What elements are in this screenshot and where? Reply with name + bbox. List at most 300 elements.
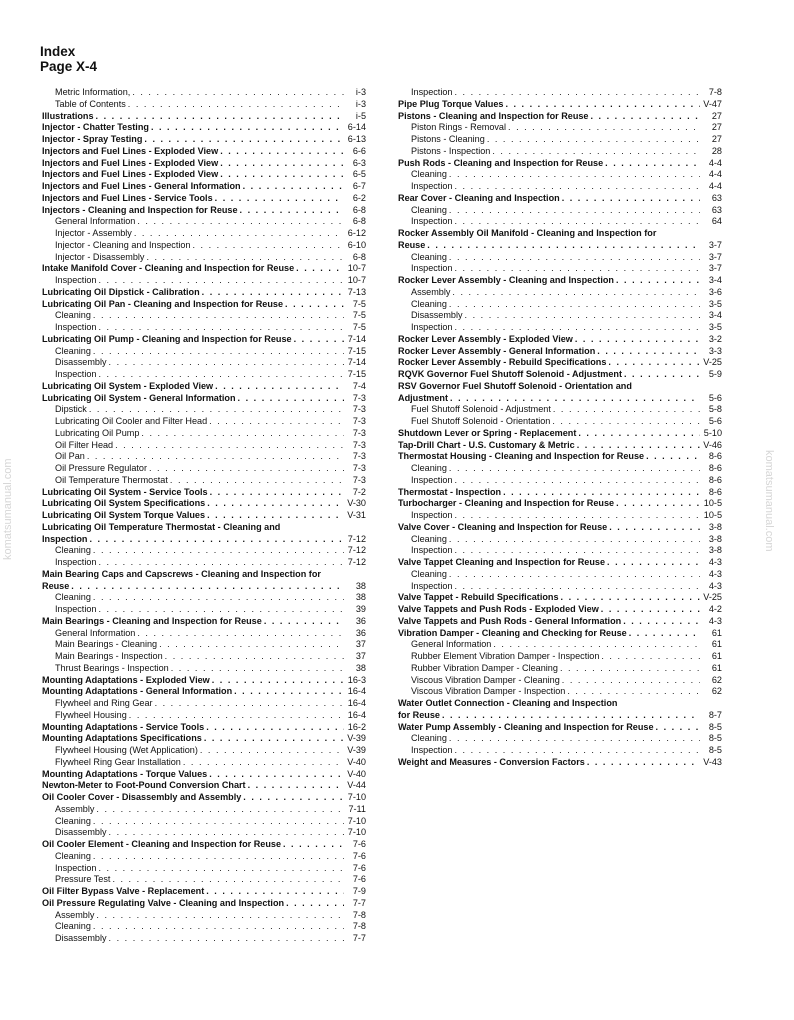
dot-leader — [98, 275, 344, 287]
dot-leader — [577, 440, 700, 452]
entry-title: Inspection — [42, 533, 88, 544]
entry-title: Inspection — [411, 322, 453, 332]
entry-page: 62 — [711, 674, 722, 685]
index-entry — [42, 99, 366, 111]
index-entry — [398, 134, 722, 146]
index-entry — [42, 404, 366, 416]
dot-leader — [248, 780, 344, 792]
dot-leader — [155, 698, 344, 710]
index-entry — [42, 463, 366, 475]
dot-leader — [449, 733, 700, 745]
index-entry — [398, 686, 722, 698]
entry-title: Cleaning — [411, 533, 447, 544]
entry-page: 7-7 — [352, 897, 366, 908]
entry-title: Disassembly — [55, 933, 107, 943]
dot-leader — [450, 393, 700, 405]
dot-leader — [129, 710, 344, 722]
entry-title: RSV Governor Fuel Shutoff Solenoid - Orientation and — [398, 380, 632, 391]
index-entry — [398, 310, 722, 322]
entry-title: Cleaning — [55, 345, 91, 356]
entry-page: V-25 — [703, 592, 722, 603]
index-entry — [42, 592, 366, 604]
entry-page: 7-4 — [352, 380, 366, 391]
entry-title: Inspection — [411, 216, 453, 227]
index-entry — [398, 616, 722, 628]
entry-title: Lubricating Oil System - Service Tools — [42, 486, 208, 497]
entry-title: Fuel Shutoff Solenoid - Orientation — [411, 416, 551, 426]
entry-title: Valve Tappets and Push Rods - General Information — [398, 615, 622, 626]
index-entry — [398, 252, 722, 264]
index-entry — [42, 851, 366, 863]
entry-page: 10-7 — [347, 263, 366, 274]
entry-title: Rear Cover - Cleaning and Inspection — [398, 192, 560, 203]
entry-page: 7-15 — [347, 345, 366, 356]
index-entry — [42, 181, 366, 193]
entry-page: V-44 — [347, 780, 366, 791]
entry-title: Valve Tappet Cleaning and Inspection for Reuse — [398, 557, 606, 567]
index-entry — [398, 428, 722, 440]
dot-leader — [204, 733, 344, 745]
entry-title: Injector - Chatter Testing — [42, 122, 149, 133]
entry-title: Oil Cooler Element - Cleaning and Inspection for Reuse — [42, 839, 281, 849]
entry-title: Disassembly — [411, 310, 463, 321]
entry-title: Intake Manifold Cover - Cleaning and Inspection for Reuse — [42, 263, 295, 274]
index-entry — [42, 369, 366, 381]
dot-leader — [560, 663, 700, 675]
entry-title: Inspection — [411, 745, 453, 755]
index-entry — [42, 205, 366, 217]
dot-leader — [591, 111, 701, 123]
dot-leader — [165, 651, 344, 663]
entry-page: 61 — [711, 639, 722, 650]
index-entry — [398, 169, 722, 181]
index-entry — [42, 874, 366, 886]
index-entry — [398, 463, 722, 475]
entry-title: Injectors and Fuel Lines - Exploded View — [42, 145, 219, 156]
index-entry — [42, 569, 366, 581]
index-entry — [42, 722, 366, 734]
dot-leader — [296, 263, 344, 275]
entry-page: 3-7 — [708, 263, 722, 274]
entry-page: V-40 — [347, 768, 366, 779]
dot-leader — [656, 722, 700, 734]
entry-page: 7-5 — [352, 298, 366, 309]
dot-leader — [170, 475, 344, 487]
entry-title: Injectors and Fuel Lines - General Information — [42, 181, 241, 191]
entry-title: Weight and Measures - Conversion Factors — [398, 756, 585, 767]
index-entry — [42, 381, 366, 393]
entry-page: 27 — [711, 134, 722, 144]
entry-page: V-40 — [347, 756, 366, 767]
entry-title: Disassembly — [55, 827, 107, 838]
entry-title: Injectors and Fuel Lines - Service Tools — [42, 192, 213, 203]
dot-leader — [454, 581, 700, 593]
entry-title: Shutdown Lever or Spring - Replacement — [398, 427, 577, 438]
index-entry — [42, 921, 366, 933]
entry-title: for Reuse — [398, 709, 440, 720]
entry-page: V-31 — [347, 510, 366, 520]
entry-page: 3-2 — [708, 333, 722, 344]
index-entry — [398, 628, 722, 640]
dot-leader — [553, 404, 700, 416]
entry-page: V-47 — [703, 98, 722, 109]
index-entry — [42, 745, 366, 757]
entry-page: 7-3 — [352, 392, 366, 403]
index-entry — [42, 639, 366, 651]
entry-title: Injector - Disassembly — [55, 251, 145, 262]
entry-title: Cleaning — [411, 204, 447, 215]
entry-title: Lubricating Oil Pump - Cleaning and Inspection for Reuse — [42, 333, 292, 344]
entry-page: V-30 — [347, 498, 366, 509]
dot-leader — [134, 228, 344, 240]
entry-title: Fuel Shutoff Solenoid - Adjustment — [411, 404, 551, 415]
index-entry — [398, 733, 722, 745]
entry-page: 7-12 — [347, 545, 366, 556]
entry-title: Flywheel Ring Gear Installation — [55, 756, 181, 767]
entry-title: Cleaning — [411, 251, 447, 262]
dot-leader — [137, 216, 344, 228]
index-entry — [42, 827, 366, 839]
dot-leader — [93, 346, 344, 358]
dot-leader — [215, 381, 344, 393]
entry-title: Tap-Drill Chart - U.S. Customary & Metric — [398, 439, 575, 450]
index-entry — [42, 122, 366, 134]
entry-page: 8-5 — [708, 745, 722, 755]
index-entry — [42, 816, 366, 828]
entry-title: Inspection — [411, 263, 453, 274]
dot-leader — [240, 205, 344, 217]
index-entry — [398, 111, 722, 123]
dot-leader — [465, 310, 700, 322]
index-entry — [42, 393, 366, 405]
index-entry — [42, 111, 366, 123]
entry-page: 3-8 — [708, 533, 722, 544]
entry-page: 7-3 — [352, 439, 366, 450]
entry-page: 7-14 — [347, 333, 366, 344]
dot-leader — [624, 369, 700, 381]
dot-leader — [96, 910, 344, 922]
entry-title: Cleaning — [55, 921, 91, 932]
dot-leader — [449, 252, 700, 264]
index-entry — [42, 228, 366, 240]
entry-title: Assembly — [55, 909, 95, 920]
index-entry — [42, 169, 366, 181]
entry-title: Main Bearings - Inspection — [55, 651, 163, 661]
dot-leader — [449, 169, 700, 181]
index-entry — [42, 581, 366, 593]
entry-page: 39 — [355, 604, 366, 614]
index-entry — [42, 780, 366, 792]
entry-page: 61 — [711, 627, 722, 638]
index-entry — [398, 205, 722, 217]
index-entry — [42, 146, 366, 158]
dot-leader — [264, 616, 344, 628]
entry-page: 63 — [711, 192, 722, 203]
entry-page: 3-7 — [708, 251, 722, 262]
entry-title: Rocker Lever Assembly - Exploded View — [398, 333, 573, 344]
entry-page: 37 — [355, 651, 366, 661]
entry-page: 7-8 — [352, 909, 366, 920]
entry-page: 6-6 — [352, 145, 366, 156]
index-entry — [398, 228, 722, 240]
index-entry — [398, 322, 722, 334]
entry-title: Rubber Vibration Damper - Cleaning — [411, 662, 558, 673]
dot-leader — [151, 122, 344, 134]
index-entry — [398, 240, 722, 252]
entry-page: 6-13 — [347, 134, 366, 144]
entry-title: Inspection — [411, 474, 453, 485]
dot-leader — [508, 122, 700, 134]
index-entry — [42, 334, 366, 346]
index-entry — [398, 87, 722, 99]
entry-title: Valve Tappet - Rebuild Specifications — [398, 592, 559, 603]
entry-page: i-3 — [355, 98, 366, 109]
dot-leader — [71, 581, 344, 593]
entry-page: 7-3 — [352, 404, 366, 415]
index-entry — [398, 675, 722, 687]
index-entry — [398, 522, 722, 534]
index-entry — [398, 475, 722, 487]
entry-page: 61 — [711, 662, 722, 673]
entry-title: Assembly — [411, 286, 451, 297]
dot-leader — [192, 240, 344, 252]
entry-page: 8-6 — [708, 451, 722, 462]
entry-title: Cleaning — [411, 568, 447, 579]
index-entry — [42, 557, 366, 569]
index-entry — [42, 804, 366, 816]
dot-leader — [171, 663, 344, 675]
index-entry — [398, 181, 722, 193]
entry-title: Water Pump Assembly - Cleaning and Inspection for Reuse — [398, 721, 654, 732]
index-entry — [398, 216, 722, 228]
index-entry — [398, 710, 722, 722]
entry-page: i-5 — [355, 110, 366, 121]
entry-title: Inspection — [411, 545, 453, 556]
entry-page: 3-4 — [708, 275, 722, 285]
entry-page: 6-8 — [352, 251, 366, 262]
entry-page: 4-2 — [708, 604, 722, 614]
dot-leader — [552, 416, 700, 428]
entry-page: 16-4 — [347, 698, 366, 708]
entry-title: Lubricating Oil Temperature Thermostat - Cleaning and — [42, 521, 281, 532]
dot-leader — [601, 604, 700, 616]
entry-title: Illustrations — [42, 110, 94, 121]
index-entry — [398, 287, 722, 299]
entry-page: V-46 — [703, 439, 722, 450]
index-entry — [42, 910, 366, 922]
dot-leader — [629, 628, 700, 640]
entry-title: Flywheel Housing (Wet Application) — [55, 745, 198, 755]
entry-page: 37 — [355, 639, 366, 650]
dot-leader — [238, 393, 344, 405]
index-entry — [398, 357, 722, 369]
entry-title: Mounting Adaptations - Exploded View — [42, 674, 210, 685]
entry-page: 4-3 — [708, 568, 722, 579]
entry-title: Cleaning — [411, 169, 447, 180]
entry-title: General Information — [55, 627, 136, 638]
entry-page: 5-6 — [708, 416, 722, 426]
dot-leader — [98, 322, 344, 334]
entry-title: Main Bearings - Cleaning — [55, 639, 158, 650]
entry-page: 7-5 — [352, 322, 366, 332]
dot-leader — [220, 158, 344, 170]
entry-page: 36 — [355, 627, 366, 638]
entry-page: V-25 — [703, 357, 722, 368]
index-entry — [398, 745, 722, 757]
index-entry — [398, 604, 722, 616]
dot-leader — [427, 240, 700, 252]
entry-title: Reuse — [398, 239, 426, 250]
index-entry — [42, 510, 366, 522]
entry-title: Injectors - Cleaning and Inspection for Reuse — [42, 204, 238, 215]
index-entry — [42, 193, 366, 205]
entry-title: Rubber Element Vibration Damper - Inspection — [411, 651, 600, 661]
entry-title: Inspection — [55, 275, 97, 285]
dot-leader — [646, 451, 700, 463]
entry-page: 16-4 — [347, 709, 366, 720]
entry-page: 7-8 — [352, 921, 366, 932]
entry-page: 3-8 — [708, 521, 722, 532]
entry-page: 6-8 — [352, 204, 366, 215]
entry-title: Injector - Cleaning and Inspection — [55, 239, 191, 250]
entry-title: Newton-Meter to Foot-Pound Conversion Chart — [42, 780, 246, 791]
dot-leader — [109, 933, 344, 945]
entry-title: Oil Filter Head — [55, 439, 114, 450]
entry-page: 3-4 — [708, 310, 722, 321]
index-entry — [398, 346, 722, 358]
index-entry — [42, 604, 366, 616]
dot-leader — [452, 287, 700, 299]
entry-page: 7-3 — [352, 416, 366, 426]
entry-title: Metric Information, — [55, 87, 131, 97]
index-entry — [42, 675, 366, 687]
entry-page: 7-6 — [352, 874, 366, 885]
dot-leader — [575, 334, 700, 346]
entry-page: 38 — [355, 580, 366, 591]
entry-title: Rocker Lever Assembly - Cleaning and Inspection — [398, 275, 614, 285]
entry-title: Inspection — [411, 87, 453, 97]
dot-leader — [449, 205, 700, 217]
entry-title: Lubricating Oil System - Exploded View — [42, 380, 214, 391]
entry-title: Reuse — [42, 580, 70, 591]
index-entry — [398, 440, 722, 452]
entry-page: 7-3 — [352, 474, 366, 485]
entry-page: 6-5 — [352, 169, 366, 180]
entry-page: 7-9 — [352, 886, 366, 896]
entry-title: Inspection — [55, 369, 97, 379]
index-entry — [398, 651, 722, 663]
entry-page: 16-4 — [347, 686, 366, 697]
index-entry — [42, 416, 366, 428]
index-entry — [398, 122, 722, 134]
index-entry — [398, 498, 722, 510]
entry-title: Water Outlet Connection - Cleaning and Inspection — [398, 698, 618, 708]
entry-page: 3-8 — [708, 545, 722, 556]
dot-leader — [109, 827, 344, 839]
entry-page: 5-8 — [708, 404, 722, 415]
entry-title: Inspection — [55, 604, 97, 614]
dot-leader — [449, 299, 700, 311]
index-entry — [398, 510, 722, 522]
dot-leader — [285, 299, 344, 311]
index-entry — [398, 146, 722, 158]
entry-title: Inspection — [55, 862, 97, 873]
index-entry — [42, 769, 366, 781]
dot-leader — [609, 522, 700, 534]
index-entry — [42, 451, 366, 463]
entry-title: Thrust Bearings - Inspection — [55, 662, 169, 673]
index-entry — [42, 440, 366, 452]
index-entry — [42, 886, 366, 898]
watermark-left: komatsumanual.com — [2, 458, 14, 560]
dot-leader — [96, 111, 344, 123]
dot-leader — [587, 757, 700, 769]
entry-title: Pipe Plug Torque Values — [398, 98, 504, 109]
entry-title: Lubricating Oil Pan - Cleaning and Inspection for Reuse — [42, 298, 284, 309]
dot-leader — [206, 886, 344, 898]
entry-title: RQVK Governor Fuel Shutoff Solenoid - Adjustment — [398, 369, 622, 379]
entry-title: Injectors and Fuel Lines - Exploded View — [42, 169, 219, 180]
index-entry — [42, 475, 366, 487]
index-entry — [398, 592, 722, 604]
index-entry — [42, 346, 366, 358]
index-entry — [42, 534, 366, 546]
entry-title: Pressure Test — [55, 874, 111, 885]
dot-leader — [202, 287, 344, 299]
entry-title: Dipstick — [55, 404, 87, 415]
entry-page: 62 — [711, 686, 722, 697]
dot-leader — [128, 99, 344, 111]
entry-title: Inspection — [55, 322, 97, 332]
index-entry — [398, 757, 722, 769]
entry-page: 6-2 — [352, 192, 366, 203]
dot-leader — [601, 651, 700, 663]
entry-page: 8-5 — [708, 733, 722, 744]
entry-page: 4-4 — [708, 157, 722, 168]
entry-page: 10-7 — [347, 275, 366, 285]
entry-page: 8-6 — [708, 486, 722, 497]
entry-title: Pistons - Cleaning and Inspection for Reuse — [398, 110, 589, 121]
entry-title: Rocker Assembly Oil Manifold - Cleaning and Inspection for — [398, 228, 657, 238]
dot-leader — [89, 534, 344, 546]
entry-title: Inspection — [411, 510, 453, 520]
index-entry — [42, 87, 366, 99]
entry-title: Oil Pan — [55, 451, 85, 462]
dot-leader — [112, 874, 344, 886]
index-entry — [42, 299, 366, 311]
dot-leader — [137, 628, 344, 640]
index-entry — [398, 487, 722, 499]
entry-page: 7-6 — [352, 862, 366, 873]
entry-title: Thermostat Housing - Cleaning and Inspection for Reuse — [398, 451, 645, 462]
entry-page: 8-6 — [708, 463, 722, 473]
entry-title: Mounting Adaptations Specifications — [42, 733, 202, 744]
dot-leader — [212, 675, 344, 687]
index-entry — [42, 498, 366, 510]
watermark-right: komatsumanual.com — [763, 450, 775, 552]
entry-page: 4-4 — [708, 169, 722, 180]
page-header — [40, 44, 97, 74]
dot-leader — [215, 193, 344, 205]
entry-title: Lubricating Oil System - General Information — [42, 392, 236, 403]
dot-leader — [98, 369, 344, 381]
entry-page: V-39 — [347, 733, 366, 744]
entry-title: Oil Cooler Cover - Disassembly and Assembly — [42, 792, 242, 802]
entry-title: Lubricating Oil Dipstick - Calibration — [42, 286, 200, 297]
dot-leader — [492, 146, 700, 158]
entry-page: 6-12 — [347, 228, 366, 238]
dot-leader — [562, 193, 700, 205]
